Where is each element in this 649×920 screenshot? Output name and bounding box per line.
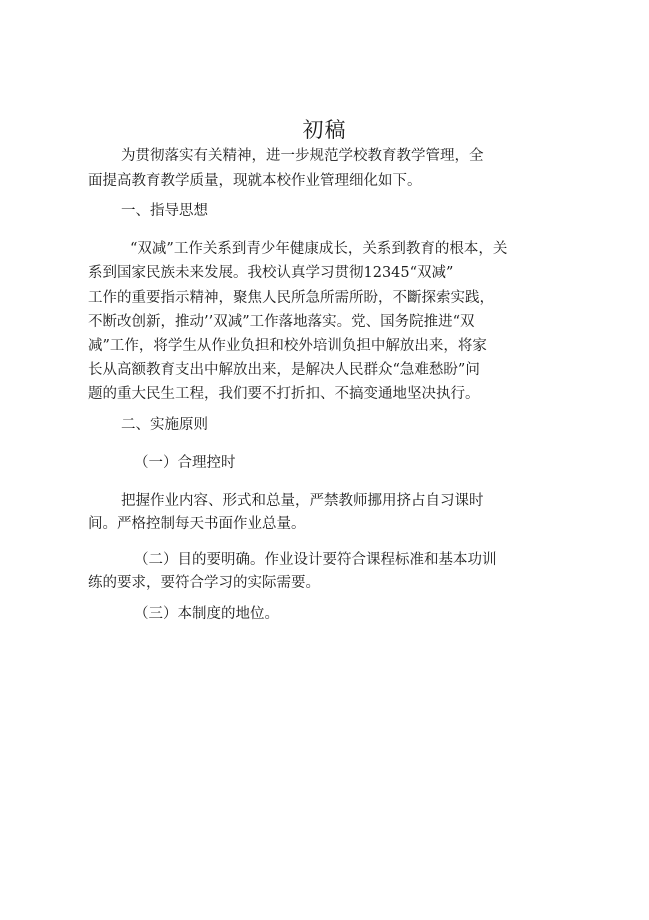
section1-line-3: 工作的重要指示精神，聚焦人民所急所需所盼，不斷探索实践， bbox=[88, 290, 494, 306]
document-title: 初稿 bbox=[302, 118, 347, 142]
intro-line-1: 为贯彻落实有关精神，进一步规范学校教育教学管理，全 bbox=[121, 148, 484, 164]
sub3-heading: （三）本制度的地位。 bbox=[134, 606, 279, 622]
sub2-line-2: 练的要求，要符合学习的实际需要。 bbox=[88, 575, 320, 591]
section1-line-5: 减”工作，将学生从作业负担和校外培训负担中解放出来，将家 bbox=[88, 338, 487, 354]
section1-line-4: 不断改创新，推动’’双减”工作落地落实。党、国务院推进“双 bbox=[88, 314, 475, 330]
sub2-line-1: （二）目的要明确。作业设计要符合课程标准和基本功训 bbox=[134, 552, 497, 568]
section1-line-7: 题的重大民生工程，我们要不打折扣、不搞变通地坚决执行。 bbox=[88, 386, 480, 402]
section1-line-1: “双减”工作关系到青少年健康成长，关系到教育的根本，关 bbox=[130, 241, 508, 257]
sub1-heading: （一）合理控时 bbox=[134, 455, 236, 471]
section1-line-6: 长从高额教育支出中解放出来，是解决人民群众“急难愁盼”问 bbox=[88, 362, 480, 378]
sub1-line-2: 间。严格控制每天书面作业总量。 bbox=[88, 516, 306, 532]
section1-heading: 一、指导思想 bbox=[121, 203, 208, 219]
intro-line-2: 面提高教育教学质量，现就本校作业管理细化如下。 bbox=[88, 173, 422, 189]
sub1-line-1: 把握作业内容、形式和总量，严禁教师挪用挤占自习课时 bbox=[121, 493, 484, 509]
section2-heading: 二、实施原则 bbox=[121, 417, 208, 433]
section1-line-2: 系到国家民族未来发展。我校认真学习贯彻12345“双减” bbox=[88, 265, 454, 281]
